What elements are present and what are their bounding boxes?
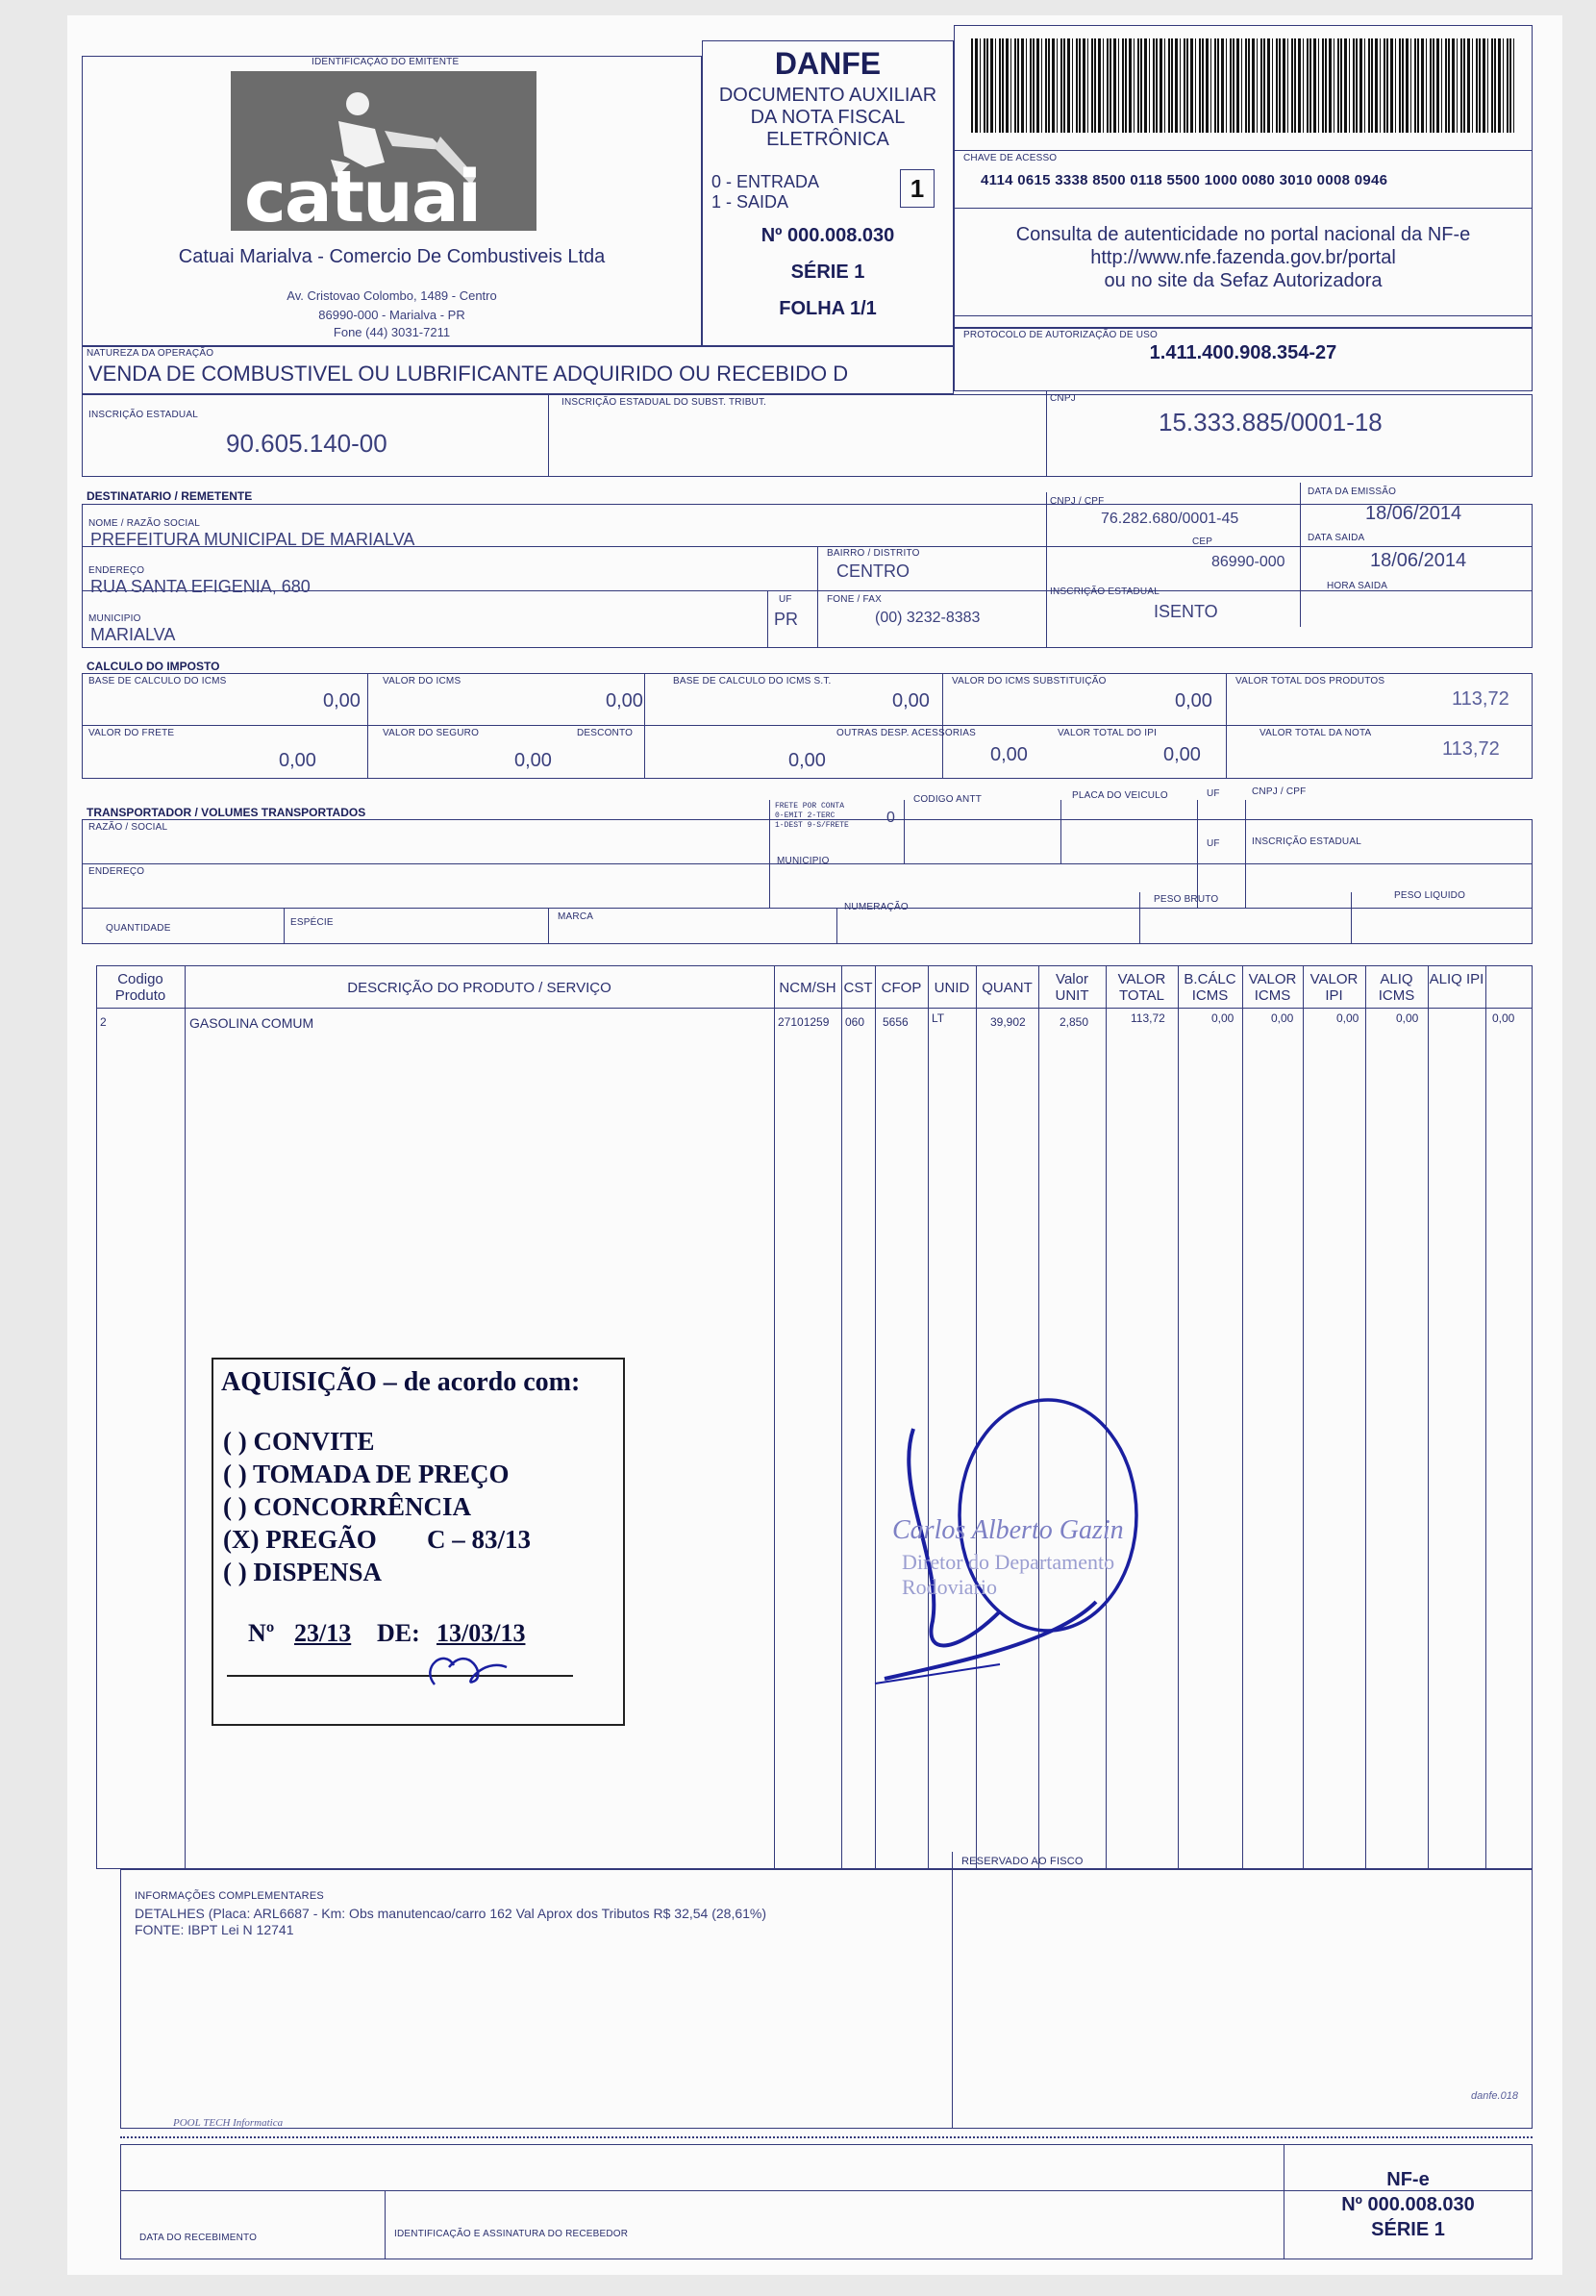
district-label: BAIRRO / DISTRITO <box>827 548 920 559</box>
divider <box>954 208 1533 209</box>
column-divider <box>1242 965 1243 1869</box>
row-icms-rate: 0,00 <box>1396 1011 1419 1025</box>
carrier-address-label: ENDEREÇO <box>88 866 145 877</box>
header-bc-icms: B.CÁLC ICMS <box>1184 971 1236 1004</box>
recipient-cnpj-label: CNPJ / CPF <box>1050 496 1105 507</box>
divider <box>942 673 943 779</box>
products-total-value: 113,72 <box>1452 688 1509 710</box>
exit-date-label: DATA SAIDA <box>1308 533 1365 543</box>
column-divider <box>774 965 775 1869</box>
base-icms-label: BASE DE CALCULO DO ICMS <box>88 676 227 686</box>
carrier-ie-label: INSCRIÇÃO ESTADUAL <box>1252 836 1361 847</box>
plate-label: PLACA DO VEICULO <box>1072 790 1168 801</box>
logo-wordmark: catuai <box>244 156 481 238</box>
district-value: CENTRO <box>836 562 910 581</box>
stamp-date: 13/03/13 <box>436 1619 526 1647</box>
divider <box>1046 492 1047 550</box>
column-divider <box>1485 965 1486 1869</box>
other-expenses-value: 0,00 <box>990 744 1028 765</box>
saida-label: 1 - SAIDA <box>711 192 789 212</box>
divider <box>1060 800 1061 863</box>
base-st-value: 0,00 <box>892 690 930 711</box>
additional-info-label: INFORMAÇÕES COMPLEMENTARES <box>135 1890 324 1902</box>
row-qty: 39,902 <box>990 1015 1026 1029</box>
row-unit: LT <box>932 1011 945 1025</box>
issuer-logo <box>231 71 536 238</box>
stamp-option: ( ) CONVITE <box>223 1427 375 1456</box>
divider <box>952 1852 953 2129</box>
base-icms-value: 0,00 <box>323 690 361 711</box>
column-divider <box>1428 965 1429 1869</box>
products-total-label: VALOR TOTAL DOS PRODUTOS <box>1235 676 1385 686</box>
recipient-section-title: DESTINATARIO / REMETENTE <box>87 489 253 503</box>
divider <box>954 315 1533 316</box>
receiver-label: IDENTIFICAÇÃO E ASSINATURA DO RECEBEDOR <box>394 2229 629 2239</box>
exit-time-label: HORA SAIDA <box>1327 581 1388 591</box>
freight-label: VALOR DO FRETE <box>88 728 175 738</box>
divider <box>817 546 818 648</box>
header-cfop: CFOP <box>881 980 922 996</box>
row-total-value: 113,72 <box>1131 1011 1165 1025</box>
freight-mode-line: 0-EMIT 2-TERC <box>775 811 835 820</box>
column-divider <box>841 965 842 1869</box>
invoice-total-value: 113,72 <box>1442 738 1500 760</box>
divider <box>1300 483 1301 627</box>
divider <box>548 394 549 477</box>
header-unit-value: Valor UNIT <box>1055 971 1089 1004</box>
danfe-subtitle <box>702 85 954 151</box>
divider <box>1139 892 1140 944</box>
divider <box>644 673 645 779</box>
gross-weight-label: PESO BRUTO <box>1154 894 1219 905</box>
tear-line <box>120 2136 1533 2138</box>
base-st-label: BASE DE CALCULO DO ICMS S.T. <box>673 676 832 686</box>
danfe-subtitle-line: ELETRÔNICA <box>766 129 889 150</box>
divider <box>82 725 1533 726</box>
freight-value: 0,00 <box>279 750 316 771</box>
row-cfop: 5656 <box>883 1015 909 1029</box>
issuer-name: Catuai Marialva - Comercio De Combustiveis Ltda <box>178 246 606 267</box>
insurance-label: VALOR DO SEGURO <box>383 728 480 738</box>
consult-line: Consulta de autenticidade no portal nacional da NF-e <box>1015 224 1471 245</box>
icms-label: VALOR DO ICMS <box>383 676 461 686</box>
city-value: MARIALVA <box>90 625 176 644</box>
header-unit: UNID <box>934 980 970 996</box>
column-divider <box>185 965 186 1869</box>
software-vendor: POOL TECH Informatica <box>173 2117 284 2129</box>
uf-value: PR <box>774 610 799 629</box>
divider <box>1197 800 1198 908</box>
divider <box>1046 546 1047 648</box>
receive-date-label: DATA DO RECEBIMENTO <box>139 2233 258 2243</box>
city-label: MUNICIPIO <box>88 613 141 624</box>
row-code: 2 <box>100 1015 107 1029</box>
ie-value: 90.605.140-00 <box>226 429 387 458</box>
issuer-address: Av. Cristovao Colombo, 1489 - Centro <box>287 288 497 303</box>
protocol-value: 1.411.400.908.354-27 <box>1149 342 1337 363</box>
header-icms-value: VALOR ICMS <box>1248 971 1297 1004</box>
operation-type-box: 1 <box>900 169 935 208</box>
row-ipi-rate: 0,00 <box>1492 1011 1515 1025</box>
divider <box>769 800 770 908</box>
cnpj-value: 15.333.885/0001-18 <box>1159 408 1383 437</box>
header-qty: QUANT <box>982 980 1033 996</box>
insurance-value: 0,00 <box>514 750 552 771</box>
footer-nfe: NF-e <box>1386 2169 1430 2190</box>
operation-value: VENDA DE COMBUSTIVEL OU LUBRIFICANTE ADQUIRIDO OU RECEBIDO D <box>88 362 849 386</box>
carrier-uf-label: UF <box>1207 788 1220 799</box>
stamp-number-prefix: Nº <box>248 1619 275 1647</box>
carrier-cnpj-label: CNPJ / CPF <box>1252 786 1307 797</box>
header-icms-rate: ALIQ ICMS <box>1378 971 1415 1004</box>
recipient-cnpj: 76.282.680/0001-45 <box>1101 511 1239 527</box>
danfe-subtitle-line: DOCUMENTO AUXILIAR <box>718 85 937 106</box>
header-ipi-value: VALOR IPI <box>1309 971 1359 1004</box>
divider <box>836 908 837 944</box>
row-ncm: 27101259 <box>778 1015 830 1029</box>
divider <box>367 673 368 779</box>
divider <box>1245 800 1246 908</box>
freight-mode-legend <box>775 802 849 831</box>
phone-label: FONE / FAX <box>827 594 883 605</box>
ipi-total-label: VALOR TOTAL DO IPI <box>1058 728 1158 738</box>
recipient-name-label: NOME / RAZÃO SOCIAL <box>88 518 201 529</box>
divider <box>82 908 1533 909</box>
items-header-divider <box>96 1008 1533 1009</box>
recipient-ie-label: INSCRIÇÃO ESTADUAL <box>1050 586 1160 597</box>
carrier-city-label: MUNICIPIO <box>777 856 830 866</box>
invoice-total-label: VALOR TOTAL DA NOTA <box>1259 728 1372 738</box>
divider <box>1351 892 1352 944</box>
divider <box>904 800 905 863</box>
barcode <box>971 38 1514 133</box>
initials-signature-icon <box>415 1638 521 1698</box>
stamp-option: ( ) TOMADA DE PREÇO <box>223 1460 510 1488</box>
consult-line: http://www.nfe.fazenda.gov.br/portal <box>1090 247 1396 268</box>
cep-label: CEP <box>1192 537 1213 547</box>
stamp-signature-line <box>227 1675 573 1677</box>
carrier-uf2-label: UF <box>1207 838 1220 849</box>
row-ipi-value: 0,00 <box>1336 1011 1359 1025</box>
volume-qty-label: QUANTIDADE <box>106 923 171 934</box>
stamp-date-prefix: DE: <box>377 1619 420 1647</box>
issuer-city: 86990-000 - Marialva - PR <box>318 308 465 322</box>
transport-section-title: TRANSPORTADOR / VOLUMES TRANSPORTADOS <box>87 806 366 819</box>
issuer-phone: Fone (44) 3031-7211 <box>333 325 451 339</box>
stamp-number: 23/13 <box>294 1619 352 1647</box>
antt-label: CODIGO ANTT <box>913 794 983 805</box>
ie-label: INSCRIÇÃO ESTADUAL <box>88 410 198 420</box>
divider <box>284 908 285 944</box>
icms-st-label: VALOR DO ICMS SUBSTITUIÇÃO <box>952 676 1107 686</box>
phone-value: (00) 3232-8383 <box>875 610 981 626</box>
row-cst: 060 <box>845 1015 865 1029</box>
consult-line: ou no site da Sefaz Autorizadora <box>1104 270 1383 291</box>
iest-label: INSCRIÇÃO ESTADUAL DO SUBST. TRIBUT. <box>561 397 767 408</box>
row-icms-value: 0,00 <box>1271 1011 1294 1025</box>
signature-seal-name: Carlos Alberto Gazin <box>892 1515 1124 1545</box>
uf-label: UF <box>779 594 792 605</box>
access-key: 4114 0615 3338 8500 0118 5500 1000 0080 3010 0008 0946 <box>981 172 1388 188</box>
recipient-address-label: ENDEREÇO <box>88 565 145 576</box>
protocol-label: PROTOCOLO DE AUTORIZAÇÃO DE USO <box>963 330 1158 340</box>
cep-value: 86990-000 <box>1211 554 1285 570</box>
volume-brand-label: MARCA <box>558 911 594 922</box>
stamp-pregao-ref: C – 83/13 <box>427 1525 531 1554</box>
freight-mode-line: FRETE POR CONTA <box>775 802 845 811</box>
other-expenses-label: OUTRAS DESP. ACESSORIAS <box>836 728 977 738</box>
divider <box>1046 390 1047 477</box>
divider <box>385 2190 386 2259</box>
exit-date: 18/06/2014 <box>1370 550 1467 571</box>
cnpj-label: CNPJ <box>1050 393 1076 404</box>
divider <box>1226 673 1227 779</box>
stamp-option: ( ) DISPENSA <box>223 1558 383 1586</box>
volume-numbering-label: NUMERAÇÃO <box>844 902 909 912</box>
stamp-option: ( ) CONCORRÊNCIA <box>223 1492 471 1521</box>
divider <box>767 590 768 648</box>
stamp-option-pregao: (X) PREGÃO <box>223 1525 377 1554</box>
ipi-total-value: 0,00 <box>1163 744 1201 765</box>
discount-label: DESCONTO <box>577 728 634 738</box>
column-divider <box>1303 965 1304 1869</box>
danfe-subtitle-line: DA NOTA FISCAL <box>750 107 906 128</box>
icms-value: 0,00 <box>606 690 643 711</box>
access-key-label: CHAVE DE ACESSO <box>963 153 1058 163</box>
divider <box>954 150 1533 151</box>
danfe-version: danfe.018 <box>1471 2090 1518 2102</box>
additional-info-line: DETALHES (Placa: ARL6687 - Km: Obs manutencao/carro 162 Val Aprox dos Tributos R$ 32,54 (28,61%) <box>135 1906 767 1921</box>
divider <box>548 908 549 944</box>
acquisition-stamp <box>212 1358 625 1726</box>
row-description: GASOLINA COMUM <box>189 1015 314 1031</box>
carrier-name-label: RAZÃO / SOCIAL <box>88 822 168 833</box>
recipient-ie: ISENTO <box>1154 602 1218 621</box>
signature-seal-role: Diretor do Departamento Rodoviario <box>902 1550 1115 1599</box>
header-description: DESCRIÇÃO DO PRODUTO / SERVIÇO <box>347 980 611 996</box>
footer-serie: SÉRIE 1 <box>1371 2219 1445 2240</box>
danfe-sheet <box>67 15 1562 2275</box>
issuer-section-label: IDENTIFICAÇÃO DO EMITENTE <box>312 57 460 67</box>
danfe-number: Nº 000.008.030 <box>761 225 895 246</box>
icms-st-value: 0,00 <box>1175 690 1212 711</box>
operation-label: NATUREZA DA OPERAÇÃO <box>87 348 214 359</box>
freight-mode-value: 0 <box>886 810 895 826</box>
net-weight-label: PESO LIQUIDO <box>1394 890 1466 901</box>
entrada-label: 0 - ENTRADA <box>711 172 820 191</box>
row-unit-value: 2,850 <box>1060 1015 1089 1029</box>
column-divider <box>1365 965 1366 1869</box>
recipient-name: PREFEITURA MUNICIPAL DE MARIALVA <box>90 530 415 549</box>
freight-mode-line: 1-DEST 9-S/FRETE <box>775 821 849 830</box>
emission-date-label: DATA DA EMISSÃO <box>1308 487 1397 497</box>
header-cst: CST <box>843 980 873 996</box>
additional-info-source: FONTE: IBPT Lei N 12741 <box>135 1922 294 1937</box>
header-ncm: NCM/SH <box>779 980 836 996</box>
reserved-fisco-label: RESERVADO AO FISCO <box>961 1856 1084 1867</box>
recipient-box <box>82 504 1533 648</box>
danfe-folha: FOLHA 1/1 <box>779 298 877 319</box>
danfe-serie: SÉRIE 1 <box>790 262 865 283</box>
recipient-address: RUA SANTA EFIGENIA, 680 <box>90 577 311 596</box>
discount-value: 0,00 <box>788 750 826 771</box>
header-total-value: VALOR TOTAL <box>1117 971 1166 1004</box>
consult-text <box>954 223 1533 292</box>
volume-kind-label: ESPÉCIE <box>290 917 334 928</box>
tax-section-title: CALCULO DO IMPOSTO <box>87 660 220 673</box>
header-ipi-rate: ALIQ IPI <box>1429 971 1484 987</box>
header-code: Codigo Produto <box>114 971 166 1004</box>
danfe-title: DANFE <box>774 46 882 81</box>
footer-number: Nº 000.008.030 <box>1341 2194 1475 2215</box>
row-bc-icms: 0,00 <box>1211 1011 1234 1025</box>
stamp-title: AQUISIÇÃO – de acordo com: <box>221 1367 581 1397</box>
emission-date: 18/06/2014 <box>1365 503 1462 524</box>
